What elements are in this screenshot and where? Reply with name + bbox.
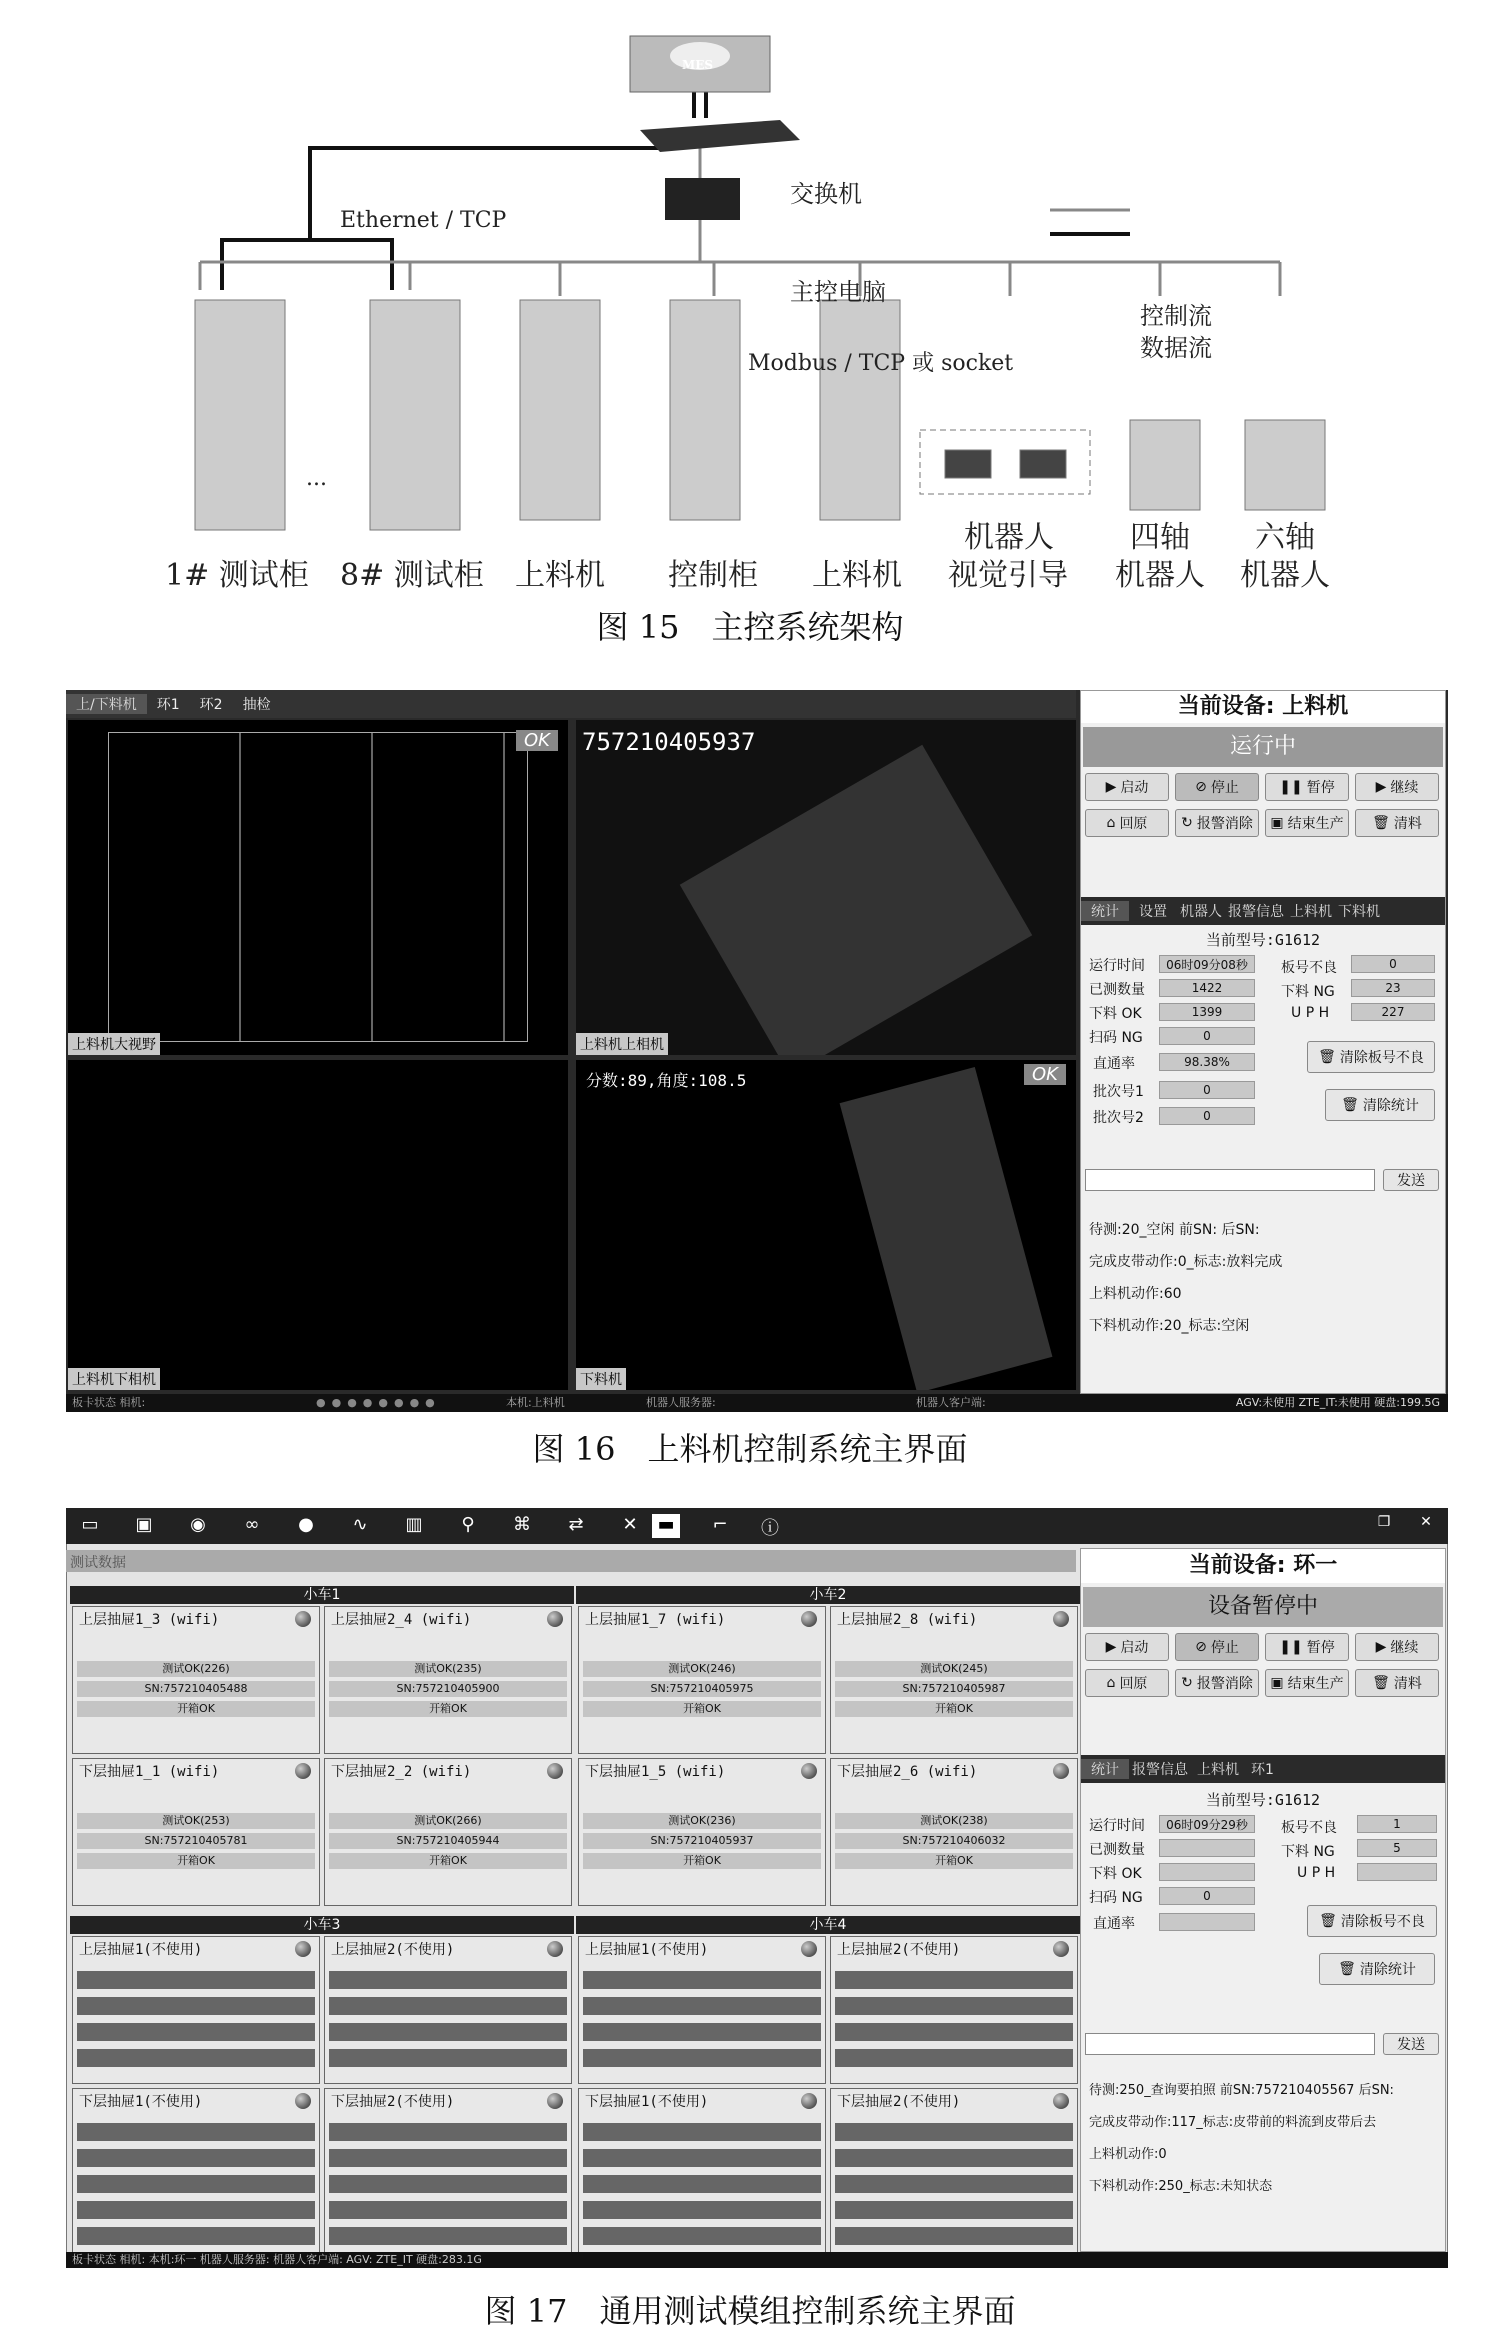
- robot4-label-2: 机器人: [1115, 558, 1205, 593]
- clear-material-button[interactable]: 🗑 清料: [1355, 809, 1439, 837]
- statusbar-text: 本机:上料机: [506, 1396, 565, 1409]
- panel-label: 下料机: [576, 1368, 626, 1390]
- clear-stats-button[interactable]: 🗑 清除统计: [1325, 1089, 1435, 1121]
- stat-value: 227: [1351, 1003, 1435, 1021]
- stat-value: 1422: [1159, 979, 1255, 997]
- restore-icon[interactable]: ❐: [1377, 1514, 1391, 1530]
- fig16-statusbar: [66, 1394, 1448, 1412]
- clear-alarm-button[interactable]: ↻ 报警消除: [1175, 1669, 1259, 1697]
- drawer-card[interactable]: 下层抽屉1(不使用): [578, 2088, 826, 2256]
- home-button[interactable]: ⌂ 回原: [1085, 1669, 1169, 1697]
- pcb-image: [840, 1067, 1053, 1390]
- stop-button[interactable]: ⊘ 停止: [1175, 773, 1259, 801]
- clear-material-button[interactable]: 🗑 清料: [1355, 1669, 1439, 1697]
- statusbar-text: 机器人客户端:: [916, 1396, 986, 1409]
- ok-badge: OK: [516, 730, 558, 751]
- drawer-card[interactable]: 上层抽屉2(不使用): [324, 1936, 572, 2084]
- device-label: 控制柜: [668, 558, 758, 593]
- panel-label: 上料机大视野: [68, 1033, 160, 1055]
- device-label: 上料机: [515, 558, 605, 593]
- clear-alarm-button[interactable]: ↻ 报警消除: [1175, 809, 1259, 837]
- drawer-card[interactable]: 上层抽屉2_8 (wifi) 测试OK(245) SN:757210405987 开箱OK: [830, 1606, 1078, 1754]
- continue-button[interactable]: ▶ 继续: [1355, 773, 1439, 801]
- folder-icon[interactable]: ▭: [81, 1514, 99, 1535]
- link-icon[interactable]: ∞: [244, 1514, 260, 1535]
- stop-button[interactable]: ⊘ 停止: [1175, 1633, 1259, 1661]
- tab-ring1[interactable]: 环1: [156, 697, 180, 713]
- drawer-card[interactable]: 上层抽屉2_4 (wifi) 测试OK(235) SN:757210405900 开箱OK: [324, 1606, 572, 1754]
- side-tab[interactable]: 统计: [1081, 1759, 1129, 1779]
- stat-value: 06时09分29秒: [1159, 1815, 1255, 1833]
- fig17-sidebar: [1080, 1548, 1446, 2252]
- figure-caption: 图 15 主控系统架构: [596, 608, 904, 646]
- stat-value: 0: [1159, 1107, 1255, 1125]
- robot6-label-2: 机器人: [1240, 558, 1330, 593]
- close-icon[interactable]: ✕: [1420, 1514, 1432, 1530]
- log-line: 完成皮带动作:0_标志:放料完成: [1089, 1254, 1283, 1270]
- log-line: 待测:20_空闲 前SN: 后SN:: [1089, 1222, 1260, 1238]
- tab-sampling[interactable]: 抽检: [242, 697, 271, 713]
- chart-icon[interactable]: ∿: [352, 1514, 368, 1535]
- score-text: 分数:89,角度:108.5: [586, 1071, 747, 1090]
- data-tabbar: [66, 1550, 1076, 1572]
- end-production-button[interactable]: ▣ 结束生产: [1265, 1669, 1349, 1697]
- group-header: 小车2: [576, 1586, 1080, 1604]
- device-label: 上料机: [812, 558, 902, 593]
- stat-value: [1159, 1863, 1255, 1881]
- tab-ring2[interactable]: 环2: [199, 697, 223, 713]
- mes-label: MES: [682, 58, 714, 72]
- side-tab[interactable]: 设置: [1139, 904, 1167, 920]
- user-icon[interactable]: ●: [298, 1514, 314, 1535]
- statusbar-text: 板卡状态 相机:: [72, 1396, 146, 1409]
- device-icon[interactable]: ▬: [652, 1514, 680, 1538]
- group-header: 小车3: [70, 1916, 574, 1934]
- stat-label: 板号不良: [1281, 960, 1337, 976]
- stat-label: 下料 OK: [1089, 1006, 1142, 1022]
- group-header: 小车4: [576, 1916, 1080, 1934]
- camera-panel: [68, 1060, 568, 1390]
- switch-label: 交换机: [790, 180, 862, 208]
- stat-value: 0: [1351, 955, 1435, 973]
- stat-label: 扫码 NG: [1089, 1030, 1143, 1046]
- clear-board-button[interactable]: 🗑 清除板号不良: [1307, 1041, 1435, 1073]
- side-tab[interactable]: 下料机: [1338, 904, 1380, 920]
- device-label: 8# 测试柜: [340, 558, 484, 593]
- stat-label: 扫码 NG: [1089, 1890, 1143, 1906]
- clear-board-button[interactable]: 🗑 清除板号不良: [1307, 1905, 1437, 1937]
- log-line: 下料机动作:250_标志:未知状态: [1089, 2179, 1273, 2194]
- log-line: 上料机动作:0: [1089, 2147, 1167, 2162]
- robot-icon[interactable]: ⌐: [712, 1514, 728, 1535]
- stat-label: 下料 OK: [1089, 1866, 1142, 1882]
- model-label: 当前型号:G1612: [1205, 1791, 1321, 1809]
- legend-data: 数据流: [1140, 334, 1212, 362]
- log-line: 待测:250_查询要拍照 前SN:757210405567 后SN:: [1089, 2083, 1394, 2098]
- log-line: 上料机动作:60: [1089, 1286, 1182, 1302]
- tray-grid: [108, 732, 528, 1042]
- stat-label: 运行时间: [1089, 958, 1145, 974]
- camera-panel: [576, 720, 1076, 1055]
- panel-label: 上料机下相机: [68, 1368, 160, 1390]
- pc-label: 主控电脑: [790, 278, 886, 306]
- robot4-label-1: 四轴: [1130, 520, 1190, 555]
- pause-button[interactable]: ❚❚ 暂停: [1265, 1633, 1349, 1661]
- side-tab[interactable]: 上料机: [1290, 904, 1332, 920]
- camera-panel: [576, 1060, 1076, 1390]
- drawer-card[interactable]: 下层抽屉2(不使用): [324, 2088, 572, 2256]
- legend-control: 控制流: [1140, 302, 1212, 330]
- vision-label-2: 视觉引导: [948, 558, 1068, 593]
- drawer-card[interactable]: 上层抽屉1(不使用): [72, 1936, 320, 2084]
- stat-label: 直通率: [1093, 1056, 1135, 1072]
- transfer-icon[interactable]: ⇄: [568, 1514, 584, 1535]
- stat-label: 批次号1: [1093, 1084, 1144, 1100]
- stat-label: U P H: [1297, 1865, 1336, 1881]
- device-title: 当前设备: 环一: [1081, 1549, 1445, 1583]
- camera-icon[interactable]: ◉: [190, 1514, 206, 1535]
- save-icon[interactable]: ▣: [135, 1514, 153, 1535]
- stat-value: [1159, 1839, 1255, 1857]
- stat-value: 1399: [1159, 1003, 1255, 1021]
- stat-label: 下料 NG: [1281, 984, 1335, 1000]
- stat-value: 06时09分08秒: [1159, 955, 1255, 973]
- side-tab[interactable]: 环1: [1251, 1762, 1274, 1778]
- sn-text: 757210405937: [582, 728, 756, 756]
- modbus-label: Modbus / TCP 或 socket: [748, 351, 1014, 376]
- stat-label: 批次号2: [1093, 1110, 1144, 1126]
- drawer-card[interactable]: 下层抽屉1_1 (wifi) 测试OK(253) SN:757210405781 开箱OK: [72, 1758, 320, 1906]
- statusbar-text: AGV:未使用 ZTE_IT:未使用 硬盘:199.5G: [1235, 1396, 1440, 1409]
- drawer-card[interactable]: 下层抽屉2(不使用): [830, 2088, 1078, 2256]
- fig16-tabbar: [66, 690, 1076, 718]
- continue-button[interactable]: ▶ 继续: [1355, 1633, 1439, 1661]
- side-tab[interactable]: 报警信息: [1132, 1762, 1188, 1778]
- bar-chart-icon[interactable]: ▥: [405, 1514, 423, 1535]
- model-label: 当前型号:G1612: [1205, 931, 1321, 949]
- stat-value: [1159, 1913, 1255, 1931]
- vision-label-1: 机器人: [964, 520, 1054, 555]
- home-button[interactable]: ⌂ 回原: [1085, 809, 1169, 837]
- drawer-card[interactable]: 下层抽屉2_6 (wifi) 测试OK(238) SN:757210406032 开箱OK: [830, 1758, 1078, 1906]
- clear-stats-button[interactable]: 🗑 清除统计: [1319, 1953, 1435, 1985]
- stat-value: 5: [1357, 1839, 1437, 1857]
- command-input[interactable]: [1085, 1169, 1375, 1191]
- side-tab[interactable]: 统计: [1081, 901, 1129, 921]
- start-button[interactable]: ▶ 启动: [1085, 1633, 1169, 1661]
- stat-label: 已测数量: [1089, 982, 1145, 998]
- fig15-lines: [0, 0, 1500, 600]
- side-tab[interactable]: 上料机: [1197, 1762, 1239, 1778]
- camera-panel: [68, 720, 568, 1055]
- command-input[interactable]: [1085, 2033, 1375, 2055]
- drawer-card[interactable]: 下层抽屉1_5 (wifi) 测试OK(236) SN:757210405937 开箱OK: [578, 1758, 826, 1906]
- tab-loader[interactable]: 上/下料机: [66, 694, 147, 714]
- start-button[interactable]: ▶ 启动: [1085, 773, 1169, 801]
- tools-icon[interactable]: ✕: [622, 1514, 638, 1535]
- side-tabbar: [1081, 1755, 1445, 1783]
- stat-value: 0: [1159, 1887, 1255, 1905]
- stat-value: 0: [1159, 1027, 1255, 1045]
- stat-label: 运行时间: [1089, 1818, 1145, 1834]
- end-production-button[interactable]: ▣ 结束生产: [1265, 809, 1349, 837]
- ok-badge: OK: [1024, 1064, 1066, 1085]
- drawer-card[interactable]: 上层抽屉1(不使用): [578, 1936, 826, 2084]
- device-title: 当前设备: 上料机: [1081, 691, 1445, 723]
- group-header: 小车1: [70, 1586, 574, 1604]
- panel-label: 上料机上相机: [576, 1033, 668, 1055]
- robot6-label-1: 六轴: [1255, 520, 1315, 555]
- stat-label: 已测数量: [1089, 1842, 1145, 1858]
- log-line: 完成皮带动作:117_标志:皮带前的料流到皮带后去: [1089, 2115, 1377, 2130]
- stat-value: 1: [1357, 1815, 1437, 1833]
- stat-label: U P H: [1291, 1005, 1330, 1021]
- side-tab[interactable]: 机器人: [1180, 904, 1222, 920]
- fig17-statusbar: 板卡状态 相机: 本机:环一 机器人服务器: 机器人客户端: AGV: ZTE_IT 硬盘:283.1G: [66, 2252, 1448, 2268]
- pcb-image: [680, 745, 1032, 1055]
- info-icon[interactable]: ⓘ: [761, 1518, 779, 1539]
- figure-caption: 图 16 上料机控制系统主界面: [532, 1430, 968, 1468]
- fig16-sidebar: [1080, 690, 1446, 1394]
- device-label: 1# 测试柜: [165, 558, 309, 593]
- drawer-card[interactable]: 下层抽屉1(不使用): [72, 2088, 320, 2256]
- send-button[interactable]: 发送: [1383, 1169, 1439, 1191]
- drawer-card[interactable]: 下层抽屉2_2 (wifi) 测试OK(266) SN:757210405944 开箱OK: [324, 1758, 572, 1906]
- side-tab[interactable]: 报警信息: [1228, 904, 1284, 920]
- stat-label: 板号不良: [1281, 1820, 1337, 1836]
- location-icon[interactable]: ⚲: [461, 1514, 475, 1535]
- side-tabbar: [1081, 897, 1445, 925]
- status-banner: 运行中: [1083, 727, 1443, 767]
- stat-label: 直通率: [1093, 1916, 1135, 1932]
- statusbar-text: 机器人服务器:: [646, 1396, 716, 1409]
- stat-value: 23: [1351, 979, 1435, 997]
- drawer-card[interactable]: 上层抽屉2(不使用): [830, 1936, 1078, 2084]
- pause-button[interactable]: ❚❚ 暂停: [1265, 773, 1349, 801]
- drawer-card[interactable]: 上层抽屉1_7 (wifi) 测试OK(246) SN:757210405975 开箱OK: [578, 1606, 826, 1754]
- figure-caption: 图 17 通用测试模组控制系统主界面: [484, 2292, 1016, 2330]
- ellipsis: ...: [306, 466, 327, 491]
- ethernet-label: Ethernet / TCP: [340, 208, 507, 233]
- stat-label: 下料 NG: [1281, 1844, 1335, 1860]
- network-icon[interactable]: ⌘: [513, 1514, 531, 1535]
- stat-value: [1357, 1863, 1437, 1881]
- drawer-card[interactable]: 上层抽屉1_3 (wifi) 测试OK(226) SN:757210405488 开箱OK: [72, 1606, 320, 1754]
- status-banner: 设备暂停中: [1083, 1587, 1443, 1627]
- camera-indicators: ●●●●●●●●: [316, 1396, 441, 1409]
- send-button[interactable]: 发送: [1383, 2033, 1439, 2055]
- stat-value: 98.38%: [1159, 1053, 1255, 1071]
- log-line: 下料机动作:20_标志:空闲: [1089, 1318, 1250, 1334]
- tab-test-data[interactable]: 测试数据: [70, 1555, 126, 1571]
- stat-value: 0: [1159, 1081, 1255, 1099]
